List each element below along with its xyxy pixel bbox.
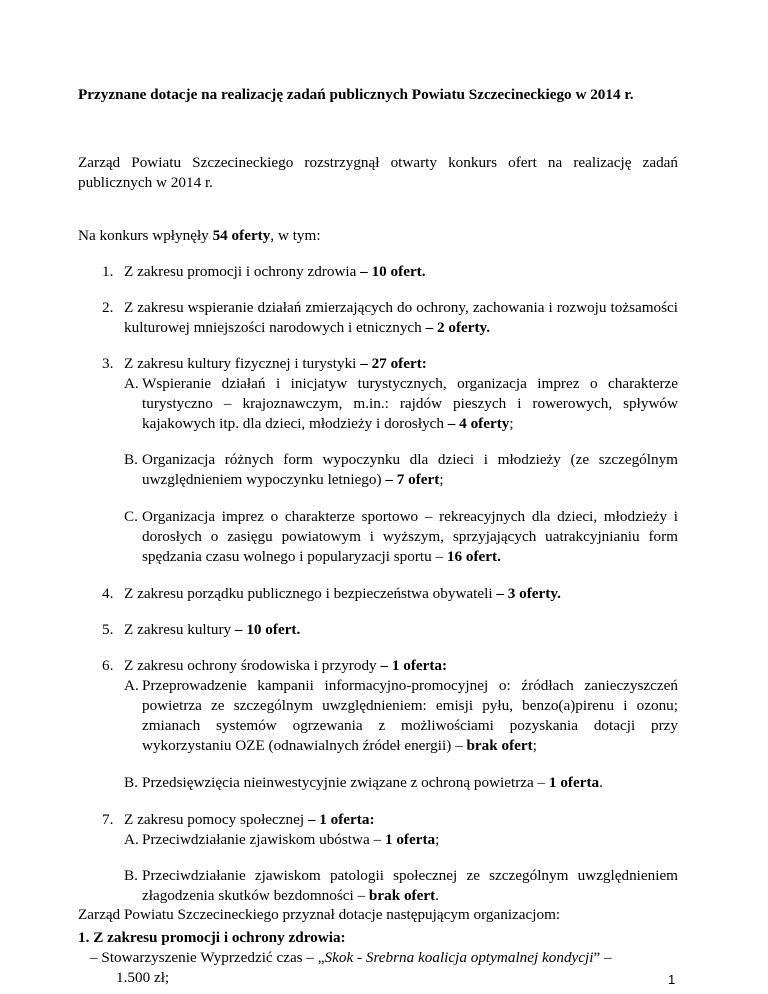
sub-item-letter: B. bbox=[124, 774, 138, 791]
sub-item bbox=[124, 773, 678, 793]
grant-amount: 1.500 zł; bbox=[116, 969, 170, 986]
list-item-count: – 10 ofert. bbox=[234, 621, 301, 638]
sub-item-count: – 4 oferty bbox=[447, 415, 510, 432]
grant-entry bbox=[90, 948, 678, 968]
page-number: 1 bbox=[668, 972, 676, 987]
list-item-number: 7. bbox=[102, 811, 114, 828]
sub-item-count: 1 oferta bbox=[548, 774, 600, 791]
intro-paragraph: Zarząd Powiatu Szczecineckiego rozstrzygnął otwarty konkurs ofert na realizację zadań publicznych w 2014 r. bbox=[78, 154, 678, 191]
list-item-number: 4. bbox=[102, 585, 114, 602]
grants-heading: 1. Z zakresu promocji i ochrony zdrowia: bbox=[78, 929, 346, 946]
list-item-count: – 1 oferta: bbox=[380, 657, 448, 674]
sub-item bbox=[124, 676, 678, 756]
sub-item bbox=[124, 450, 678, 490]
list-item bbox=[102, 298, 678, 338]
list-item bbox=[102, 262, 678, 282]
sub-item-text: Przeciwdziałanie zjawiskom patologii społecznej ze szczególnym uwzględnieniem złagodzenia skutków bezdomności – bbox=[142, 867, 678, 904]
list-item-number: 1. bbox=[102, 263, 114, 280]
list-item-number: 5. bbox=[102, 621, 114, 638]
sub-item-count: brak ofert bbox=[368, 887, 436, 904]
sub-item bbox=[124, 374, 678, 434]
sub-item-letter: A. bbox=[124, 831, 139, 848]
list-item-text: Z zakresu porządku publicznego i bezpieczeństwa obywateli bbox=[124, 585, 497, 602]
grant-entry-prefix: – Stowarzyszenie Wyprzedzić czas – „ bbox=[90, 949, 325, 966]
sub-item-count: 1 oferta bbox=[384, 831, 436, 848]
sub-item-letter: A. bbox=[124, 677, 139, 694]
sub-item-text: Przeprowadzenie kampanii informacyjno-promocyjnej o: źródłach zanieczyszczeń powietrza ze szczególnym uwzględnieniem: emisji pyłu, benzo(a)pirenu i ozonu; zmianach systemów ogrzewania z możliwościami pozyskania dotacji przy wykorzystaniu OZE (odnawialnych źródeł energii) – bbox=[142, 677, 678, 754]
sub-item bbox=[124, 866, 678, 906]
list-item-text: Z zakresu kultury bbox=[124, 621, 235, 638]
sub-item bbox=[124, 507, 678, 567]
list-item-count: – 27 ofert: bbox=[360, 355, 427, 372]
sub-item-text: Organizacja różnych form wypoczynku dla dzieci i młodzieży (ze szczególnym uwzględnieniem wypoczynku letniego) bbox=[142, 451, 678, 488]
offers-count-suffix: , w tym: bbox=[270, 227, 321, 244]
sub-item-text: Wspieranie działań i inicjatyw turystycznych, organizacja imprez o charakterze turystyczno – krajoznawczym, m.in.: rajdów pieszych i rowerowych, spływów kajakowych itp. dla dzieci, młodzieży i dorosłych bbox=[142, 375, 678, 432]
sub-item-count: 16 ofert. bbox=[446, 548, 501, 565]
offers-count-value: 54 oferty bbox=[212, 227, 271, 244]
sub-item-punct: ; bbox=[439, 471, 444, 488]
list-item-text: Z zakresu ochrony środowiska i przyrody bbox=[124, 657, 381, 674]
sub-item-punct: ; bbox=[509, 415, 514, 432]
list-item-continuation bbox=[102, 866, 678, 906]
list-item bbox=[102, 656, 678, 756]
sub-item-punct: . bbox=[599, 774, 603, 791]
sub-item-punct: . bbox=[435, 887, 439, 904]
list-item-number: 6. bbox=[102, 657, 114, 674]
grant-entry-suffix: ” – bbox=[593, 949, 612, 966]
list-item-text: Z zakresu kultury fizycznej i turystyki bbox=[124, 355, 361, 372]
list-item-count: – 2 oferty. bbox=[425, 319, 491, 336]
sub-item bbox=[124, 830, 678, 850]
list-item bbox=[102, 620, 678, 640]
sub-item-punct: ; bbox=[435, 831, 440, 848]
sub-item-count: brak ofert bbox=[466, 737, 533, 754]
list-item-number: 2. bbox=[102, 299, 114, 316]
sub-item-text: Organizacja imprez o charakterze sportowo – rekreacyjnych dla dzieci, młodzieży i dorosłych o zasięgu powiatowym i wyższym, sprzyjających uatrakcyjnianiu form spędzania czasu wolnego i popularyzacji sportu – bbox=[142, 508, 678, 565]
sub-item-count: – 7 ofert bbox=[385, 471, 440, 488]
list-item-text: Z zakresu promocji i ochrony zdrowia bbox=[124, 263, 361, 280]
list-item-continuation bbox=[102, 450, 678, 490]
sub-item-text: Przedsięwzięcia nieinwestycyjnie związane z ochroną powietrza – bbox=[142, 774, 549, 791]
list-item bbox=[102, 354, 678, 434]
sub-item-letter: B. bbox=[124, 451, 138, 468]
list-item bbox=[102, 584, 678, 604]
list-item-continuation bbox=[102, 773, 678, 793]
list-item-continuation bbox=[102, 507, 678, 567]
list-item-count: – 3 oferty. bbox=[496, 585, 561, 602]
list-item-count: – 10 ofert. bbox=[360, 263, 426, 280]
sub-item-letter: C. bbox=[124, 508, 138, 525]
list-item-number: 3. bbox=[102, 355, 114, 372]
offers-count-paragraph bbox=[78, 226, 678, 246]
page-title: Przyznane dotacje na realizację zadań publicznych Powiatu Szczecineckiego w 2014 r. bbox=[78, 86, 634, 103]
list-item-text: Z zakresu pomocy społecznej bbox=[124, 811, 308, 828]
list-item-count: – 1 oferta: bbox=[307, 811, 375, 828]
list-item-text: Z zakresu wspieranie działań zmierzających do ochrony, zachowania i rozwoju tożsamości kulturowej mniejszości narodowych i etnicznych bbox=[124, 299, 678, 336]
grants-intro: Zarząd Powiatu Szczecineckiego przyznał dotacje następującym organizacjom: bbox=[78, 906, 561, 923]
offers-count-prefix: Na konkurs wpłynęły bbox=[78, 227, 213, 244]
list-item bbox=[102, 810, 678, 850]
sub-item-text: Przeciwdziałanie zjawiskom ubóstwa – bbox=[142, 831, 385, 848]
grant-project-name: Skok - Srebrna koalicja optymalnej kondycji bbox=[324, 949, 594, 966]
sub-item-letter: B. bbox=[124, 867, 138, 884]
sub-item-letter: A. bbox=[124, 375, 139, 392]
sub-item-punct: ; bbox=[532, 737, 537, 754]
